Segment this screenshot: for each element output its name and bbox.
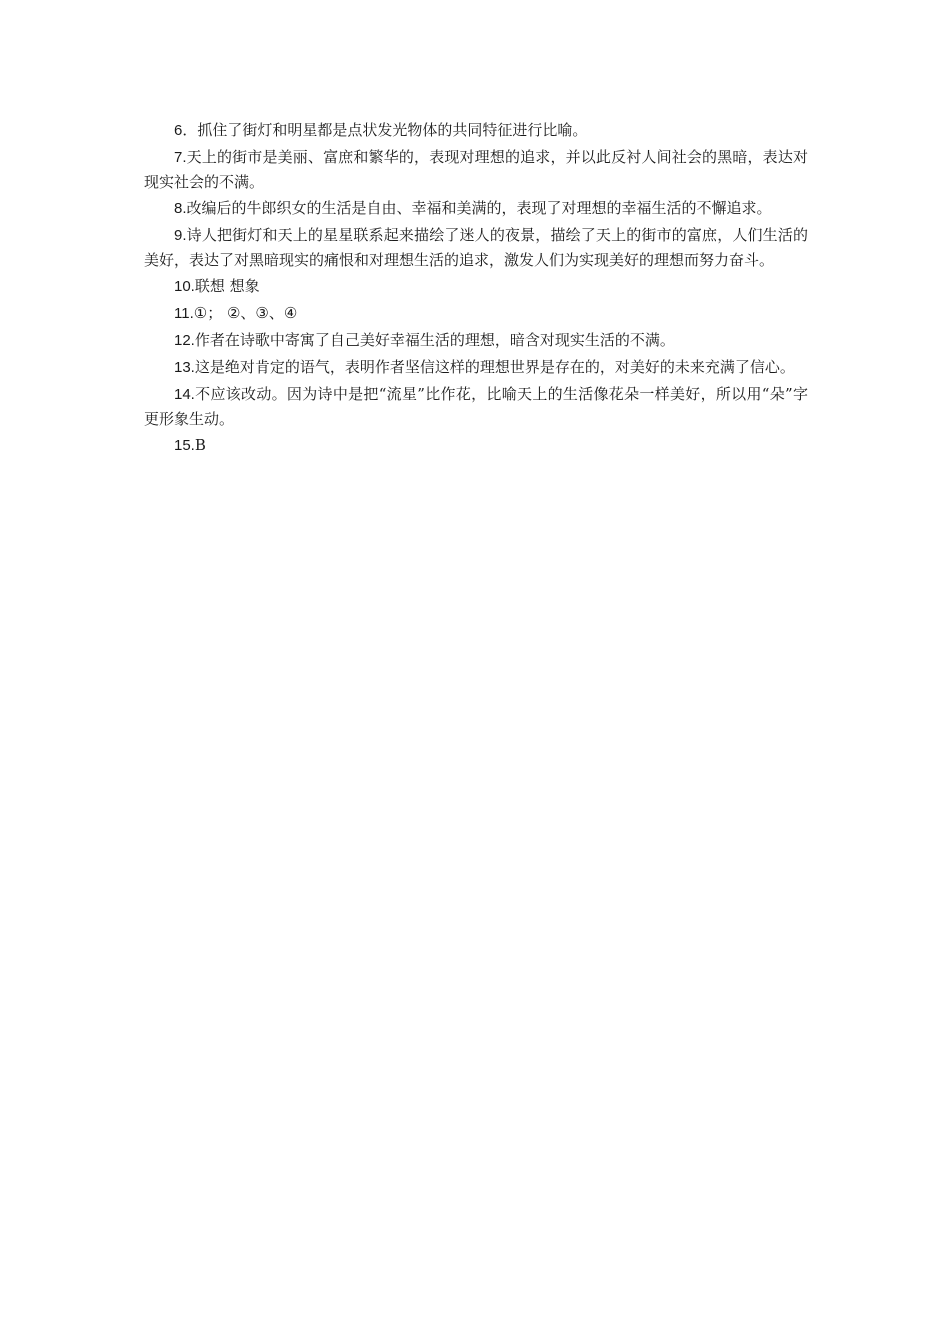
answer-9 <box>144 223 808 272</box>
answer-number: 8. <box>174 200 187 217</box>
answer-text: 这是绝对肯定的语气，表明作者坚信这样的理想世界是存在的，对美好的未来充满了信心。 <box>194 358 795 376</box>
answer-12 <box>144 328 808 353</box>
answer-number: 9. <box>174 227 187 244</box>
answer-number: 13. <box>174 359 195 376</box>
answer-text: 改编后的牛郎织女的生活是自由、幸福和美满的，表现了对理想的幸福生活的不懈追求。 <box>186 199 772 217</box>
answer-text: 诗人把街灯和天上的星星联系起来描绘了迷人的夜景，描绘了天上的街市的富庶，人们生活的美好，表达了对黑暗现实的痛恨和对理想生活的追求，激发人们为实现美好的理想而努力奋斗。 <box>144 226 808 269</box>
answer-11 <box>144 301 808 326</box>
answer-number: 10. <box>174 278 195 295</box>
answer-number: 6． <box>174 122 198 139</box>
answer-6 <box>144 118 808 143</box>
answer-number: 7. <box>174 149 187 166</box>
answer-text: 天上的街市是美丽、富庶和繁华的，表现对理想的追求，并以此反衬人间社会的黑暗，表达对现实社会的不满。 <box>144 148 808 191</box>
answer-number: 11. <box>174 305 194 322</box>
answer-number: 15. <box>174 437 195 454</box>
answer-sheet <box>144 118 808 460</box>
answer-8 <box>144 196 808 221</box>
answer-text: ①； ②、③、④ <box>193 304 298 322</box>
answer-13 <box>144 355 808 380</box>
answer-10 <box>144 274 808 299</box>
answer-text: B <box>194 436 206 454</box>
answer-7 <box>144 145 808 194</box>
answer-text: 不应该改动。因为诗中是把“流星”比作花，比喻天上的生活像花朵一样美好，所以用“朵”字更形象生动。 <box>144 385 808 428</box>
answer-number: 14. <box>174 386 195 403</box>
answer-15 <box>144 433 808 458</box>
answer-text: 联想 想象 <box>194 277 260 295</box>
answer-text: 作者在诗歌中寄寓了自己美好幸福生活的理想，暗含对现实生活的不满。 <box>194 331 675 349</box>
answer-14 <box>144 382 808 431</box>
answer-number: 12. <box>174 332 195 349</box>
answer-text: 抓住了街灯和明星都是点状发光物体的共同特征进行比喻。 <box>197 121 588 139</box>
